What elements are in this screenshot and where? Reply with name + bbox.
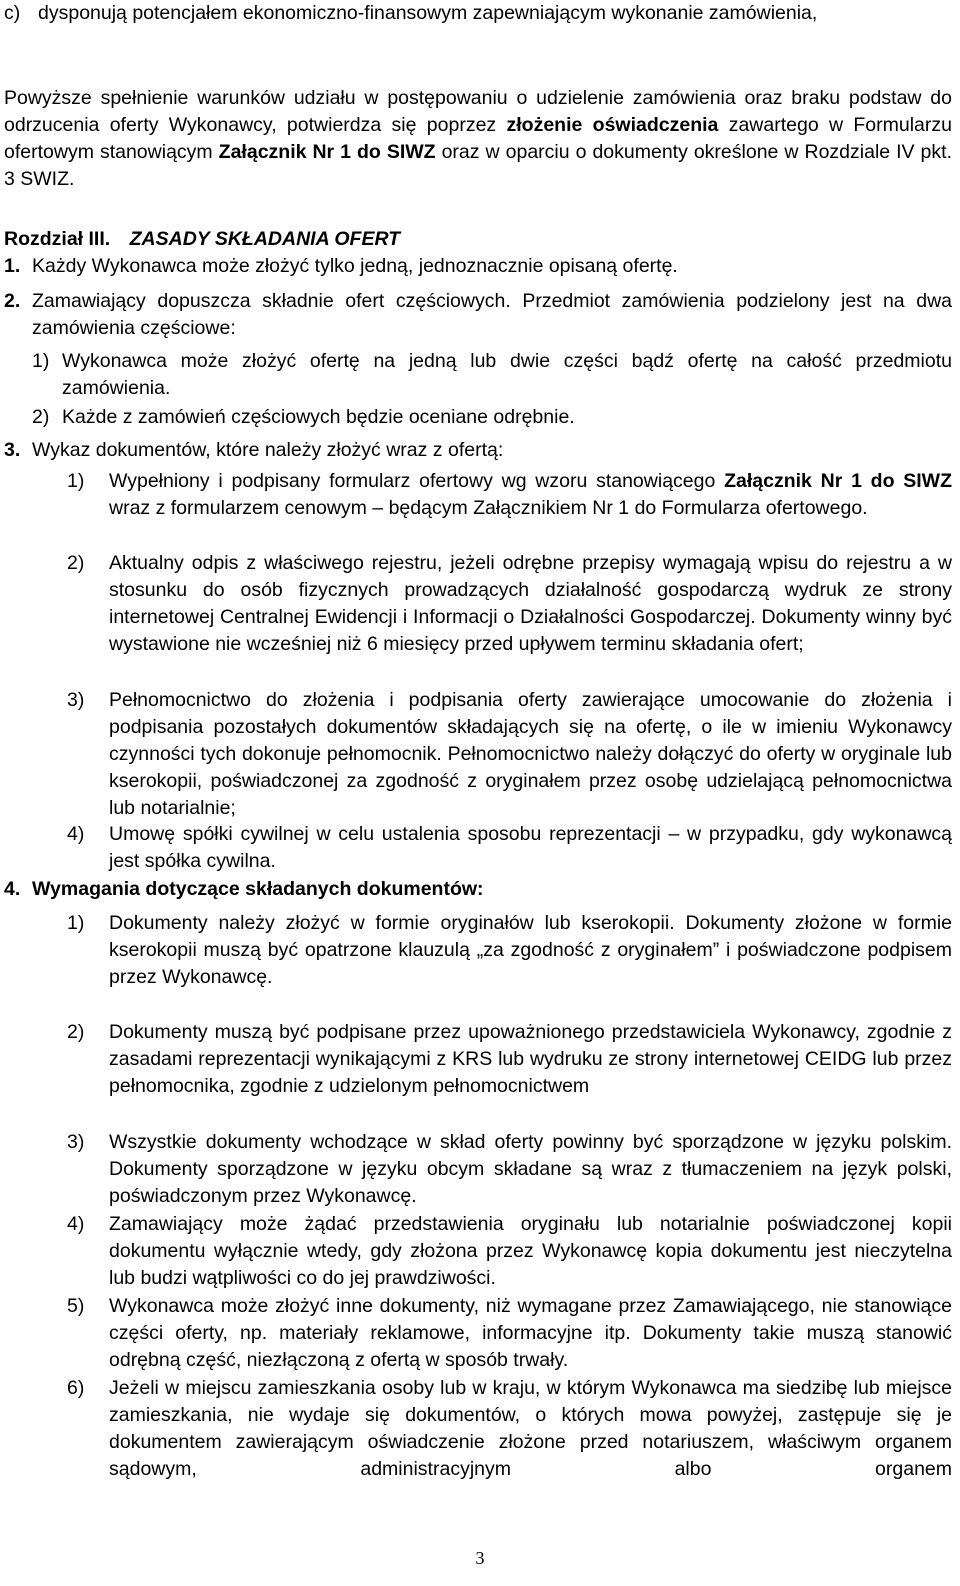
section-4 bbox=[4, 876, 952, 903]
item-number: 1) bbox=[67, 912, 85, 934]
list-item bbox=[67, 1019, 952, 1100]
item-number: 5) bbox=[67, 1295, 85, 1317]
section-number: 3. bbox=[4, 439, 21, 461]
item-number: 6) bbox=[67, 1377, 85, 1399]
section-1 bbox=[4, 253, 952, 280]
list-item bbox=[67, 550, 952, 658]
bold-phrase: Załącznik Nr 1 do SIWZ bbox=[218, 141, 436, 163]
item-number: 2) bbox=[67, 552, 85, 574]
list-item bbox=[67, 1129, 952, 1210]
section-3 bbox=[4, 437, 952, 464]
item-number: 2) bbox=[32, 406, 50, 428]
intro-c-item bbox=[4, 0, 952, 27]
item-number: 3) bbox=[67, 689, 85, 711]
page-number: 3 bbox=[475, 1548, 485, 1568]
item-text: Dokumenty muszą być podpisane przez upoważnionego przedstawiciela Wykonawcy, zgodnie z zasadami reprezentacji wynikającymi z KRS lub wydruku ze strony internetowej CEIDG lub przez pełnomocnika, zgodnie z udzielonym pełnomocnictwem bbox=[109, 1021, 952, 1097]
section-title: Wymagania dotyczące składanych dokumentów: bbox=[32, 878, 484, 900]
item-text: Każde z zamówień częściowych będzie oceniane odrębnie. bbox=[62, 406, 575, 428]
section-number: 2. bbox=[4, 290, 21, 312]
item-text: Wypełniony i podpisany formularz ofertowy wg wzoru stanowiącego Załącznik Nr 1 do SIWZ wraz z formularzem cenowym – będącym Załącznikiem Nr 1 do Formularza ofertowego. bbox=[109, 470, 952, 519]
list-item bbox=[67, 687, 952, 822]
list-item bbox=[32, 348, 952, 402]
item-number: c) bbox=[4, 2, 21, 24]
item-text: Umowę spółki cywilnej w celu ustalenia sposobu reprezentacji – w przypadku, gdy wykonawcą jest spółka cywilna. bbox=[109, 823, 952, 872]
list-item bbox=[67, 1293, 952, 1374]
item-text: Wszystkie dokumenty wchodzące w skład oferty powinny być sporządzone w języku polskim. Dokumenty sporządzone w języku obcym składane są wraz z tłumaczeniem na język polski, poświadczonym przez Wykonawcę. bbox=[109, 1131, 952, 1207]
list-item bbox=[67, 910, 952, 991]
item-number: 1) bbox=[67, 470, 85, 492]
section-number: 1. bbox=[4, 255, 21, 277]
section-2 bbox=[4, 288, 952, 342]
item-text: dysponują potencjałem ekonomiczno-finansowym zapewniającym wykonanie zamówienia, bbox=[38, 2, 818, 24]
confirmation-paragraph: Powyższe spełnienie warunków udziału w postępowaniu o udzielenie zamówienia oraz braku podstaw do odrzucenia oferty Wykonawcy, potwierdza się poprzez złożenie oświadczenia zawartego w Formularzu ofertowym stanowiącym Załącznik Nr 1 do SIWZ oraz w oparciu o dokumenty określone w Rozdziale IV pkt. 3 SWIZ. bbox=[4, 87, 952, 190]
bold-phrase: złożenie oświadczenia bbox=[506, 114, 719, 136]
section-text: Każdy Wykonawca może złożyć tylko jedną, jednoznacznie opisaną ofertę. bbox=[32, 255, 678, 277]
chapter-title: ZASADY SKŁADANIA OFERT bbox=[129, 228, 401, 250]
list-item bbox=[67, 468, 952, 522]
chapter-label: Rozdział III. bbox=[4, 228, 111, 250]
item-number: 4) bbox=[67, 823, 85, 845]
section-number: 4. bbox=[4, 878, 21, 900]
list-item bbox=[67, 1375, 952, 1483]
item-number: 1) bbox=[32, 350, 50, 372]
item-number: 3) bbox=[67, 1131, 85, 1153]
item-text: Wykonawca może złożyć inne dokumenty, niż wymagane przez Zamawiającego, nie stanowiące części oferty, np. materiały reklamowe, informacyjne itp. Dokumenty takie muszą stanowić odrębną część, niezłączoną z ofertą w sposób trwały. bbox=[109, 1295, 952, 1371]
list-item bbox=[32, 404, 952, 431]
list-item bbox=[67, 821, 952, 875]
section-text: Wykaz dokumentów, które należy złożyć wraz z ofertą: bbox=[32, 439, 504, 461]
chapter-heading bbox=[4, 226, 952, 253]
item-text: Aktualny odpis z właściwego rejestru, jeżeli odrębne przepisy wymagają wpisu do rejestru a w stosunku do osób fizycznych prowadzących działalność gospodarczą wydruk ze strony internetowej Centralnej Ewidencji i Informacji o Działalności Gospodarczej. Dokumenty winny być wystawione nie wcześniej niż 6 miesięcy przed upływem terminu składania ofert; bbox=[109, 552, 952, 655]
item-text: Zamawiający może żądać przedstawienia oryginału lub notarialnie poświadczonej kopii dokumentu wyłącznie wtedy, gdy złożona przez Wykonawcę kopia dokumentu jest nieczytelna lub budzi wątpliwości co do jej prawdziwości. bbox=[109, 1213, 952, 1289]
bold-phrase: Załącznik Nr 1 do SIWZ bbox=[724, 470, 952, 492]
item-text: Jeżeli w miejscu zamieszkania osoby lub w kraju, w którym Wykonawca ma siedzibę lub miejsce zamieszkania, nie wydaje się dokumentów, o których mowa powyżej, zastępuje się je dokumentem zawierającym oświadczenie złożone przed notariuszem, właściwym organem sądowym, administracyjnym albo organem bbox=[109, 1377, 952, 1480]
item-number: 2) bbox=[67, 1021, 85, 1043]
item-text: Dokumenty należy złożyć w formie oryginałów lub kserokopii. Dokumenty złożone w formie kserokopii muszą być opatrzone klauzulą „za zgodność z oryginałem” i poświadczone podpisem przez Wykonawcę. bbox=[109, 912, 952, 988]
list-item bbox=[67, 1211, 952, 1292]
item-text: Wykonawca może złożyć ofertę na jedną lub dwie części bądź ofertę na całość przedmiotu zamówienia. bbox=[62, 350, 952, 399]
section-text: Zamawiający dopuszcza składnie ofert częściowych. Przedmiot zamówienia podzielony jest na dwa zamówienia częściowe: bbox=[32, 290, 952, 339]
item-text: Pełnomocnictwo do złożenia i podpisania oferty zawierające umocowanie do złożenia i podpisania pozostałych dokumentów składających się na ofertę, o ile w imieniu Wykonawcy czynności tych dokonuje pełnomocnik. Pełnomocnictwo należy dołączyć do oferty w oryginale lub kserokopii, poświadczonej za zgodność z oryginałem przez osobę udzielającą pełnomocnictwa lub notarialnie; bbox=[109, 689, 952, 819]
item-number: 4) bbox=[67, 1213, 85, 1235]
